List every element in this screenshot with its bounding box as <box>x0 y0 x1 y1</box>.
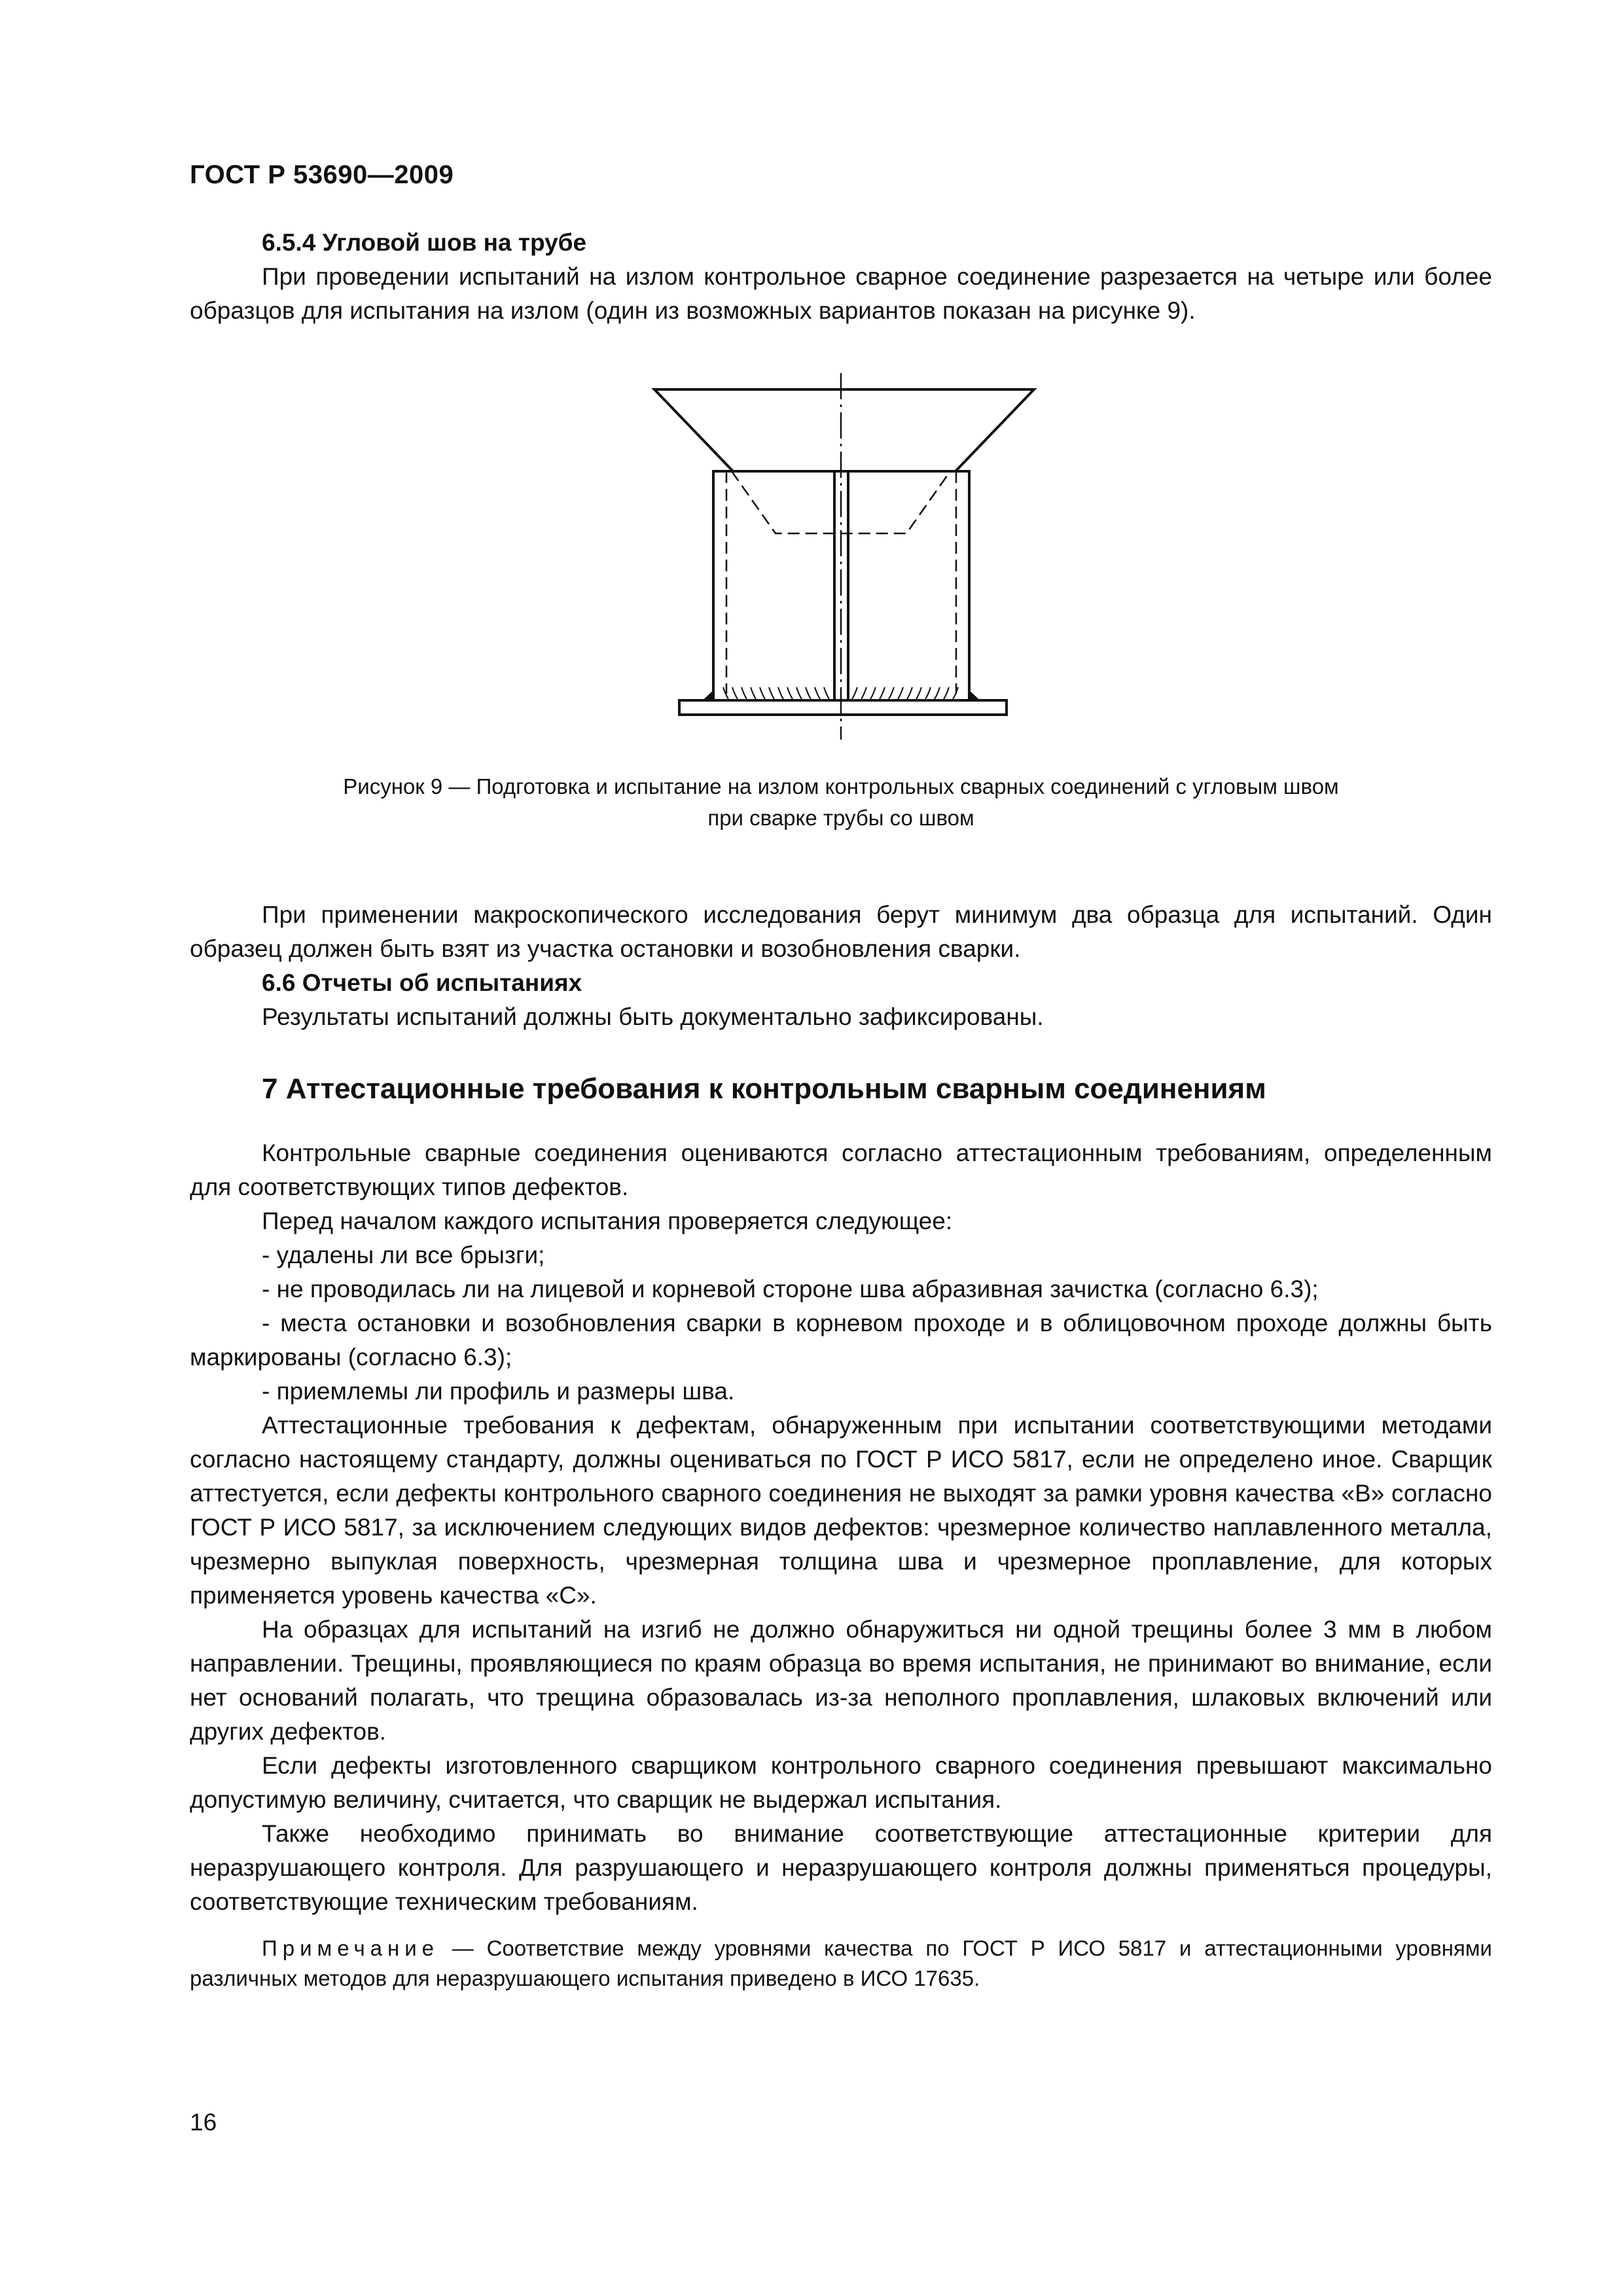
checklist-item: - не проводилась ли на лицевой и корневой стороне шва абразивная зачистка (согласно 6.3); <box>262 1276 1319 1302</box>
macro-examination-text: При применении макроскопического исследования берут минимум два образца для испытаний. Один образец должен быть взят из участка остановки и возобновления сварки. <box>190 901 1492 962</box>
fillet-weld-right <box>969 691 979 700</box>
funnel-shape <box>654 389 1034 471</box>
section-7-paragraph: Если дефекты изготовленного сварщиком контрольного сварного соединения превышают максимально допустимую величину, считается, что сварщик не выдержал испытания. <box>190 1752 1492 1813</box>
section-6-6-title: 6.6 Отчеты об испытаниях <box>262 969 582 996</box>
checklist-item: - приемлемы ли профиль и размеры шва. <box>262 1378 735 1405</box>
fillet-weld-left <box>704 691 713 700</box>
section-7 <box>190 1069 1492 1994</box>
checklist-item: - места остановки и возобновления сварки в корневом проходе и в облицовочном проходе должны быть маркированы (согласно 6.3); <box>190 1310 1492 1371</box>
section-7-paragraph: На образцах для испытаний на изгиб не должно обнаружиться ни одной трещины более 3 мм в любом направлении. Трещины, проявляющиеся по краям образца во время испытания, не принимают во внимание, если нет оснований полагать, что трещина образовалась из-за неполного проплавления, шлаковых включений или других дефектов. <box>190 1616 1492 1745</box>
right-specimen <box>848 471 969 700</box>
figure-9-drawing <box>641 373 1047 740</box>
checklist-item: - удалены ли все брызги; <box>262 1242 545 1268</box>
figure-9-caption-line-1: Рисунок 9 — Подготовка и испытание на излом контрольных сварных соединений с угловым швом <box>343 774 1339 798</box>
section-7-paragraph: Аттестационные требования к дефектам, обнаруженным при испытании соответствующими методами согласно настоящему стандарту, должны оцениваться по ГОСТ Р ИСО 5817, если не определено иное. Сварщик аттестуется, если дефекты контрольного сварного соединения не выходят за рамки уровня качества «В» согласно ГОСТ Р ИСО 5817, за исключением следующих видов дефектов: чрезмерное количество наплавленного металла, чрезмерно выпуклая поверхность, чрезмерная толщина шва и чрезмерное проплавление, для которых применяется уровень качества «С». <box>190 1412 1492 1609</box>
base-plate <box>679 700 1007 715</box>
section-7-paragraph: Перед началом каждого испытания проверяется следующее: <box>262 1208 953 1234</box>
section-6-5-4-title: 6.5.4 Угловой шов на трубе <box>262 229 587 256</box>
section-7-paragraph: Также необходимо принимать во внимание соответствующие аттестационные критерии для неразрушающего контроля. Для разрушающего и неразрушающего контроля должны применяться процедуры, соответствующие техническим требованиям. <box>190 1820 1492 1915</box>
section-6-5-4-text: При проведении испытаний на излом контрольное сварное соединение разрезается на четыре или более образцов для испытания на излом (один из возможных вариантов показан на рисунке 9). <box>190 263 1492 324</box>
section-7-paragraph: Контрольные сварные соединения оцениваются согласно аттестационным требованиям, определенным для соответствующих типов дефектов. <box>190 1139 1492 1200</box>
section-6-6-text: Результаты испытаний должны быть документально зафиксированы. <box>262 1003 1044 1030</box>
figure-9-caption <box>190 771 1492 834</box>
figure-9-caption-line-2: при сварке трубы со швом <box>707 806 974 830</box>
weld-hatch-right <box>852 687 958 699</box>
document-header-code: ГОСТ Р 53690—2009 <box>190 160 454 189</box>
text-after-figure <box>190 898 1492 1034</box>
section-7-title: 7 Аттестационные требования к контрольным сварным соединениям <box>262 1073 1266 1105</box>
note-text: — Соответствие между уровнями качества по ГОСТ Р ИСО 5817 и аттестационными уровнями различных методов для неразрушающего испытания приведено в ИСО 17635. <box>190 1936 1492 1990</box>
note-paragraph <box>190 1933 1492 1994</box>
note-label: Примечание <box>262 1936 440 1960</box>
weld-hatch-left <box>723 687 829 699</box>
page-number: 16 <box>190 2109 217 2136</box>
left-specimen <box>713 471 834 700</box>
section-6-5-4 <box>190 226 1492 328</box>
